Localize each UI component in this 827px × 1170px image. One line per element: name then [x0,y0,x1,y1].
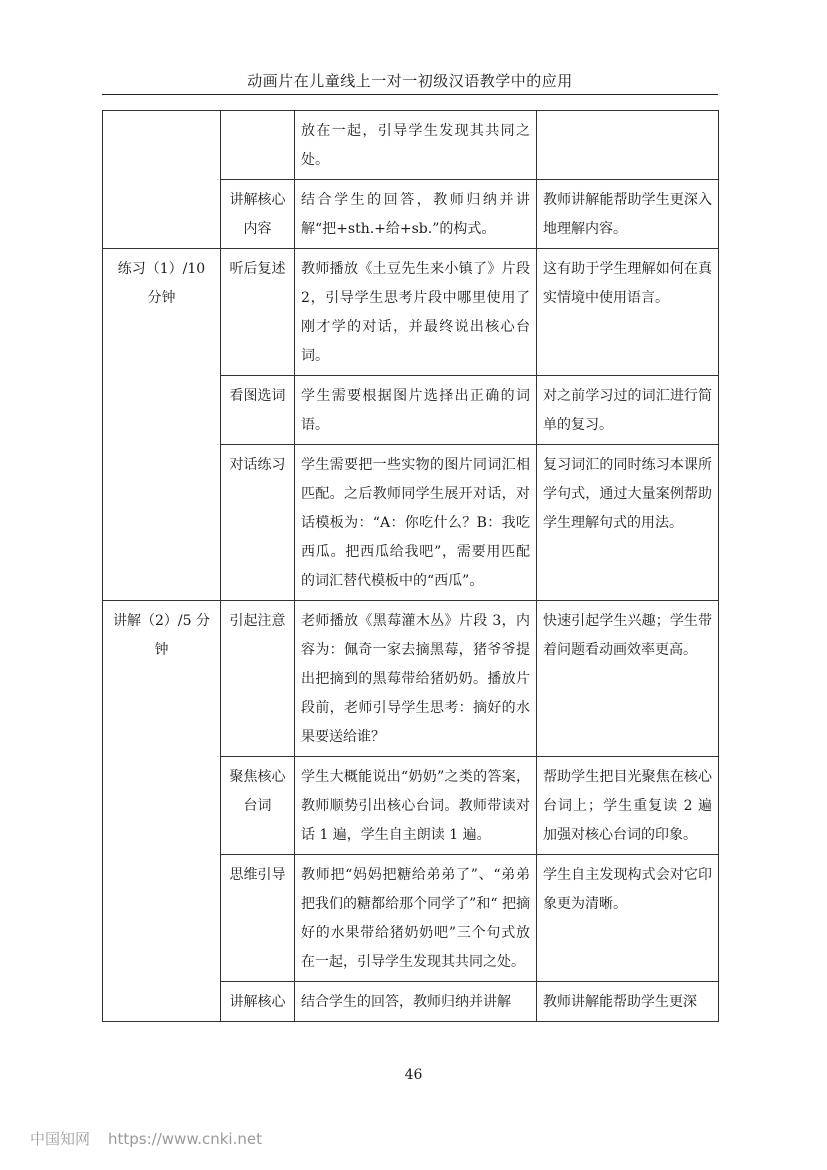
content-cell: 结合学生的回答，教师归纳并讲解 [295,982,537,1022]
content-cell: 教师播放《土豆先生来小镇了》片段 2，引导学生思考片段中哪里使用了刚才学的对话，并最终说出核心台词。 [295,249,537,376]
phase-cell [103,111,221,249]
content-cell: 学生需要根据图片选择出正确的词语。 [295,376,537,445]
watermark-url[interactable]: https://www.cnki.net [108,1130,262,1148]
running-header: 动画片在儿童线上一对一初级汉语教学中的应用 [247,72,573,90]
content-cell: 教师把“妈妈把糖给弟弟了”、“弟弟把我们的糖都给那个同学了”和“ 把摘好的水果带给猪奶奶吧”三个句式放在一起，引导学生发现其共同之处。 [295,855,537,982]
step-cell: 听后复述 [221,249,295,376]
table-row [103,249,719,376]
content-cell: 学生大概能说出“奶奶”之类的答案，教师顺势引出核心台词。教师带读对话 1 遍，学生自主朗读 1 遍。 [295,757,537,855]
purpose-cell: 教师讲解能帮助学生更深 [537,982,719,1022]
content-cell: 结合学生的回答，教师归纳并讲解“把+sth.+给+sb.”的构式。 [295,180,537,249]
phase-cell: 练习（1）/10 分钟 [103,249,221,601]
phase-cell: 讲解（2）/5 分钟 [103,601,221,1022]
purpose-cell: 学生自主发现构式会对它印象更为清晰。 [537,855,719,982]
purpose-cell: 对之前学习过的词汇进行简单的复习。 [537,376,719,445]
page-number: 46 [404,1067,423,1083]
step-cell: 思维引导 [221,855,295,982]
purpose-cell: 快速引起学生兴趣；学生带着问题看动画效率更高。 [537,601,719,757]
step-cell [221,111,295,180]
watermark-site: 中国知网 [30,1130,91,1148]
step-cell: 引起注意 [221,601,295,757]
purpose-cell: 这有助于学生理解如何在真实情境中使用语言。 [537,249,719,376]
step-cell: 讲解核心内容 [221,180,295,249]
content-cell: 放在一起，引导学生发现其共同之处。 [295,111,537,180]
lesson-plan-table [102,110,719,1022]
step-cell: 看图选词 [221,376,295,445]
table-row [103,601,719,757]
source-watermark [30,1128,262,1149]
content-cell: 学生需要把一些实物的图片同词汇相匹配。之后教师同学生展开对话，对话模板为：“A：你吃什么？B：我吃西瓜。把西瓜给我吧”，需要用匹配的词汇替代模板中的“西瓜”。 [295,445,537,601]
step-cell: 聚焦核心台词 [221,757,295,855]
step-cell: 对话练习 [221,445,295,601]
table-row [103,111,719,180]
purpose-cell: 复习词汇的同时练习本课所学句式，通过大量案例帮助学生理解句式的用法。 [537,445,719,601]
purpose-cell: 教师讲解能帮助学生更深入地理解内容。 [537,180,719,249]
header-rule [102,94,718,95]
step-cell: 讲解核心 [221,982,295,1022]
purpose-cell: 帮助学生把目光聚焦在核心台词上；学生重复读 2 遍加强对核心台词的印象。 [537,757,719,855]
purpose-cell [537,111,719,180]
content-cell: 老师播放《黑莓灌木丛》片段 3，内容为：佩奇一家去摘黑莓，猪爷爷提出把摘到的黑莓带给猪奶奶。播放片段前，老师引导学生思考：摘好的水果要送给谁？ [295,601,537,757]
